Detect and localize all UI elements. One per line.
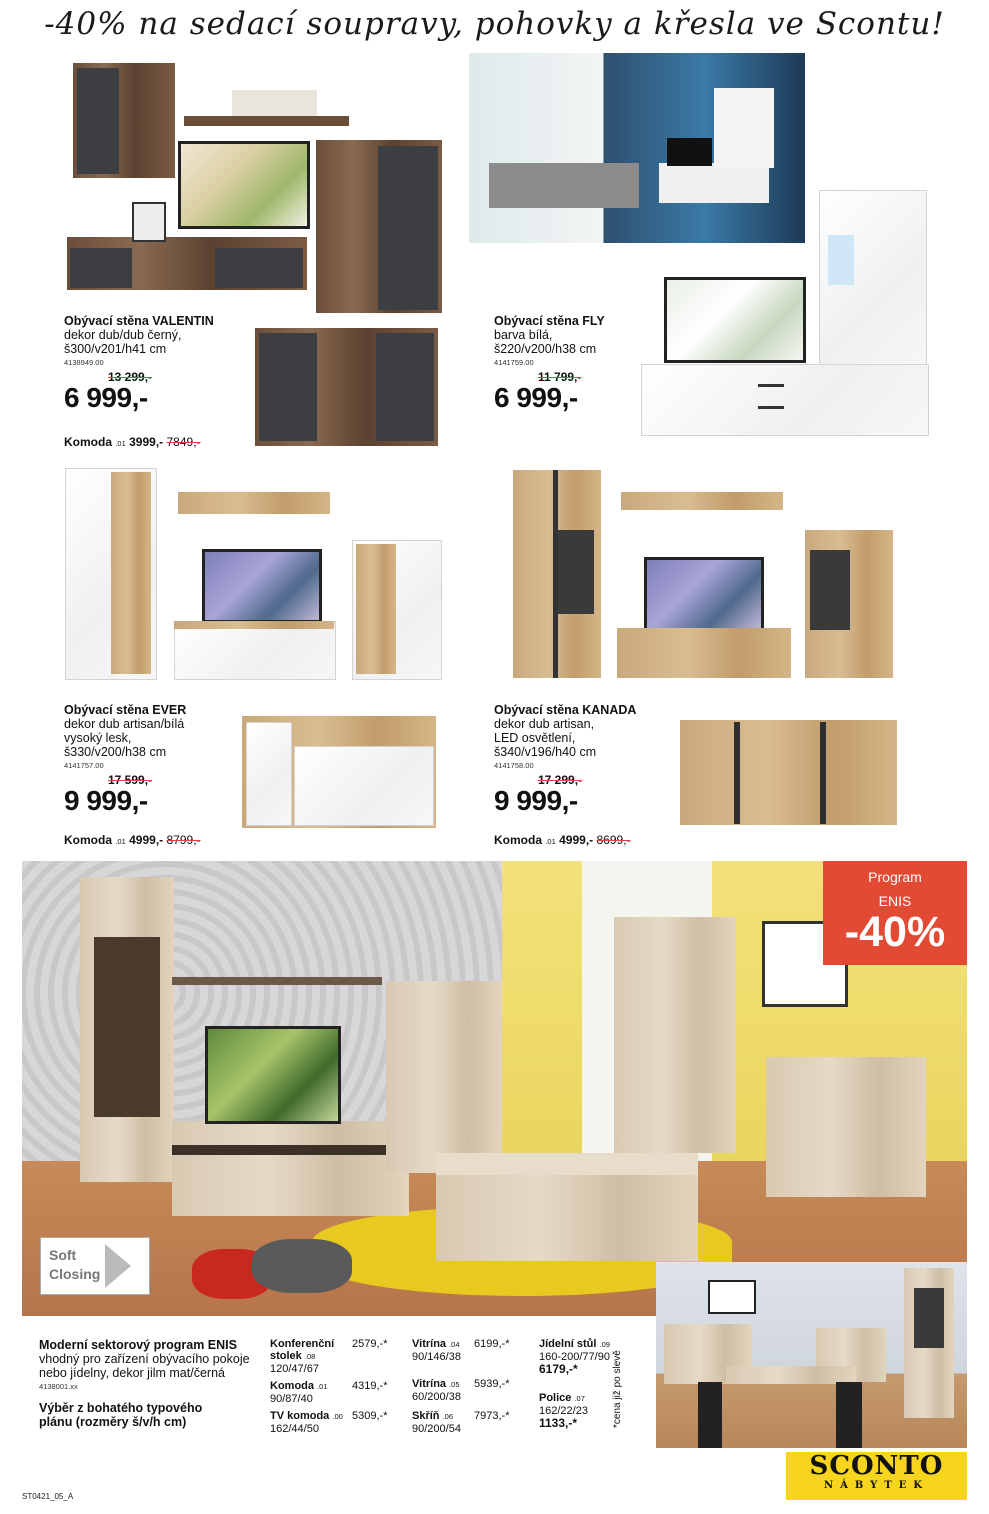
enis-discount-badge	[823, 861, 967, 965]
item-number: .00	[332, 1412, 343, 1421]
fly-room-photo	[469, 53, 805, 243]
enis-desc-line: vhodný pro zařízení obývacího pokoje	[39, 1352, 250, 1366]
badge-percent: -40%	[844, 908, 946, 956]
enis-item	[412, 1378, 474, 1403]
item-number: .07	[574, 1394, 585, 1403]
komoda-number: .01	[115, 439, 126, 448]
komoda-label: Komoda	[64, 435, 112, 449]
item-dims: 90/200/54	[412, 1423, 461, 1435]
enis-item	[270, 1338, 350, 1375]
enis-item	[412, 1410, 474, 1435]
product-desc-line: š330/v200/h38 cm	[64, 745, 167, 759]
new-price: 6 999,-	[494, 382, 578, 413]
komoda-old-price: 8799,-	[166, 833, 201, 847]
new-price: 9 999,-	[494, 785, 578, 816]
komoda-number: .01	[545, 837, 556, 846]
item-dims: 60/200/38	[412, 1391, 461, 1403]
product-title: Obývací stěna EVER	[64, 703, 187, 717]
product-title: Obývací stěna KANADA	[494, 703, 637, 717]
price-note: *cena již po slevě	[612, 1350, 623, 1428]
item-number: .01	[317, 1382, 328, 1391]
badge-program: Program	[868, 869, 922, 885]
item-name: Konferenční	[270, 1338, 335, 1350]
item-name: Police	[539, 1392, 572, 1404]
komoda-label: Komoda	[64, 833, 112, 847]
old-price: 11 799,-	[538, 370, 582, 384]
komoda-old-price: 7849,-	[166, 435, 201, 449]
item-price: 6199,-*	[474, 1338, 510, 1350]
komoda-new-price: 3999,-	[129, 435, 164, 449]
item-price: 7973,-*	[474, 1410, 510, 1422]
item-price: 5939,-*	[474, 1378, 510, 1390]
new-price: 6 999,-	[64, 382, 148, 413]
product-desc-line: š300/v201/h41 cm	[64, 342, 167, 356]
item-name: Jídelní stůl	[539, 1338, 597, 1350]
badge-name: ENIS	[878, 893, 912, 909]
item-name: Skříň	[412, 1410, 440, 1422]
item-dims: 162/44/50	[270, 1423, 319, 1435]
headline: -40% na sedací soupravy, pohovky a křesla ve Scontu!	[44, 6, 945, 42]
old-price: 17 599,-	[108, 773, 153, 787]
item-number: .04	[449, 1340, 460, 1349]
product-desc-line: dekor dub artisan/bílá	[64, 717, 185, 731]
komoda-price	[494, 833, 631, 847]
enis-choice: plánu (rozměry š/v/h cm)	[39, 1415, 187, 1429]
product-desc-line: vysoký lesk,	[64, 731, 132, 745]
old-price: 17 299,-	[538, 773, 583, 787]
logo-line1: SCONTO	[809, 1451, 944, 1481]
closing-label: Closing	[49, 1266, 101, 1282]
item-dims: 90/87/40	[270, 1393, 313, 1405]
old-price: 13 299,-	[108, 370, 153, 384]
product-code: 4141757.00	[64, 761, 104, 770]
item-number: .08	[304, 1352, 316, 1361]
product-desc-line: dekor dub artisan,	[494, 717, 595, 731]
soft-label: Soft	[49, 1247, 77, 1263]
komoda-new-price: 4999,-	[129, 833, 164, 847]
product-title: Obývací stěna VALENTIN	[64, 314, 214, 328]
footer-code: ST0421_05_A	[22, 1492, 74, 1501]
item-dims: 162/22/23	[539, 1405, 588, 1417]
item-price: 1133,-*	[539, 1416, 578, 1430]
komoda-label: Komoda	[494, 833, 542, 847]
product-desc-line: LED osvětlení,	[494, 731, 576, 745]
product-desc-line: barva bílá,	[494, 328, 553, 342]
product-code: 4141758.00	[494, 761, 534, 770]
komoda-number: .01	[115, 837, 126, 846]
item-name: Vitrína	[412, 1338, 447, 1350]
komoda-price	[64, 435, 201, 449]
item-name: Vitrína	[412, 1378, 447, 1390]
item-number: .05	[449, 1380, 460, 1389]
product-code: 4138949.00	[64, 358, 104, 367]
item-number: .06	[442, 1412, 454, 1421]
enis-item	[412, 1338, 474, 1363]
soft-closing-badge	[40, 1237, 150, 1295]
arrow-icon	[105, 1244, 131, 1288]
komoda-price	[64, 833, 201, 847]
fly-info	[494, 314, 644, 412]
product-desc-line: dekor dub/dub černý,	[64, 328, 182, 342]
valentin-info	[64, 314, 254, 412]
enis-info	[39, 1338, 269, 1429]
komoda-new-price: 4999,-	[559, 833, 594, 847]
ever-info	[64, 703, 244, 815]
enis-title: Moderní sektorový program ENIS	[39, 1338, 237, 1352]
item-name: TV komoda	[270, 1410, 330, 1422]
sconto-logo	[786, 1452, 967, 1500]
product-title: Obývací stěna FLY	[494, 314, 605, 328]
item-name: Komoda	[270, 1380, 314, 1392]
item-number: .09	[599, 1340, 610, 1349]
enis-dining-photo	[656, 1262, 967, 1448]
item-price: 4319,-*	[352, 1380, 388, 1392]
enis-code: 4138001.xx	[39, 1382, 78, 1391]
item-price: 5309,-*	[352, 1410, 388, 1422]
item-dims: 90/146/38	[412, 1351, 461, 1363]
item-dims: 160-200/77/90	[539, 1351, 610, 1363]
new-price: 9 999,-	[64, 785, 148, 816]
product-desc-line: š340/v196/h40 cm	[494, 745, 597, 759]
kanada-info	[494, 703, 674, 815]
item-price: 6179,-*	[539, 1362, 578, 1376]
enis-item	[270, 1410, 354, 1435]
item-dims: 120/47/67	[270, 1363, 319, 1375]
enis-choice: Výběr z bohatého typového	[39, 1401, 203, 1415]
komoda-old-price: 8699,-	[596, 833, 631, 847]
product-desc-line: š220/v200/h38 cm	[494, 342, 597, 356]
logo-line2: NÁBYTEK	[823, 1480, 930, 1491]
enis-item	[270, 1380, 350, 1405]
item-name-2: stolek	[270, 1350, 302, 1362]
product-code: 4141759.00	[494, 358, 534, 367]
item-price: 2579,-*	[352, 1338, 388, 1350]
enis-desc-line: nebo jídelny, dekor jilm mat/černá	[39, 1366, 225, 1380]
